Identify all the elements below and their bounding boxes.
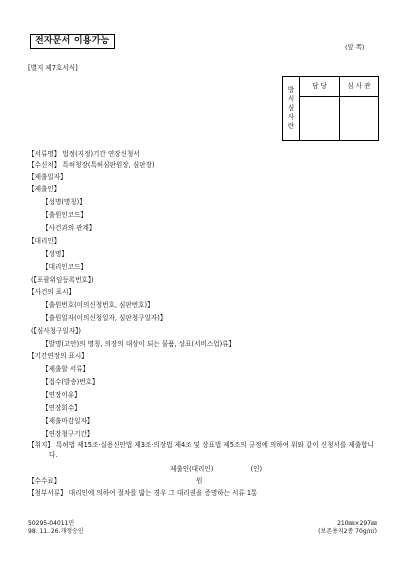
field-extension-period: 【연장청구기간】 [42,430,94,438]
field-invention-title: 【발명(고안)의 명칭, 의장의 대상이 되는 물품, 상표(서비스업)류】 [42,340,236,348]
footer-right [299,520,377,536]
field-recipient: 【수신처】 특허청장(특허심판원장, 심판장) [28,161,155,169]
approval-col-officer: 담 당 [300,77,340,97]
field-agent: 【대리인】 [28,237,61,245]
paper-size: 210㎜×297㎜ [337,520,377,527]
field-case-indication: 【사건의 표시】 [28,288,76,296]
field-purpose: 【취지】 특허법 제15조·실용신안법 제3조·의장법 제4조 및 상표법 제5조의 규정에 의하여 위와 같이 신청서를 제출합니다. [28,441,374,459]
field-application-date: 【출원일자(이의신청일자, 심판청구일자)】 [42,314,167,322]
field-submission-date: 【제출일자】 [28,173,67,181]
field-deadline: 【제출마감일자】 [42,417,94,425]
field-attachments: 【첨부서류】 대리인에 의하여 절차를 밟는 경우 그 대리권을 증명하는 서류 1통 [28,489,258,497]
approval-side-label: 방 식 심 사 란 [283,77,300,141]
field-extension-reason: 【연장이유】 [42,391,81,399]
field-fee: 【수수료】 [28,477,61,485]
field-extension-indication: 【기간연장의 표시】 [28,352,88,360]
page-side-label: (앞 쪽) [345,43,365,51]
seal-mark: (인) [250,465,263,473]
submitter-label: 제출인(대리인) [170,465,214,473]
field-document-to-submit: 【제출할 서류】 [42,365,90,373]
approval-col-examiner: 심 사 관 [340,77,379,97]
footer-code: 50295-04011민 [28,520,75,527]
field-applicant-name: 【성명(명칭)】 [42,198,86,206]
electronic-document-badge: 전자문서 이용가능 [30,34,115,49]
field-relationship: 【사건과의 관계】 [42,224,96,232]
footer-left [28,520,84,536]
field-agent-code: 【대리인코드】 [42,263,88,271]
fee-unit: 원 [196,477,203,485]
field-receipt-number: 【접수(발송)번호】 [42,378,99,386]
submitter-signature-line [170,466,262,473]
field-extension-count: 【연장회수】 [42,404,81,412]
field-applicant-code: 【출원인코드】 [42,211,88,219]
field-examination-request-date: (【심사청구일자】) [31,327,81,335]
field-document-name: 【서류명】 법정(지정)기간 연장신청서 [28,150,140,158]
field-application-number: 【출원번호(이의신청번호, 심판번호)】 [42,301,154,309]
field-agent-name: 【성명】 [42,250,68,258]
field-power-of-attorney: (【포괄위임등록번호】) [31,276,94,284]
field-applicant: 【제출인】 [28,185,61,193]
paper-type: (보존용지2종 70g/㎡) [318,528,377,535]
footer-approval-date: 98. 11. 26.개정승인 [28,528,84,535]
form-number: [별지 제7호서식] [28,64,78,72]
